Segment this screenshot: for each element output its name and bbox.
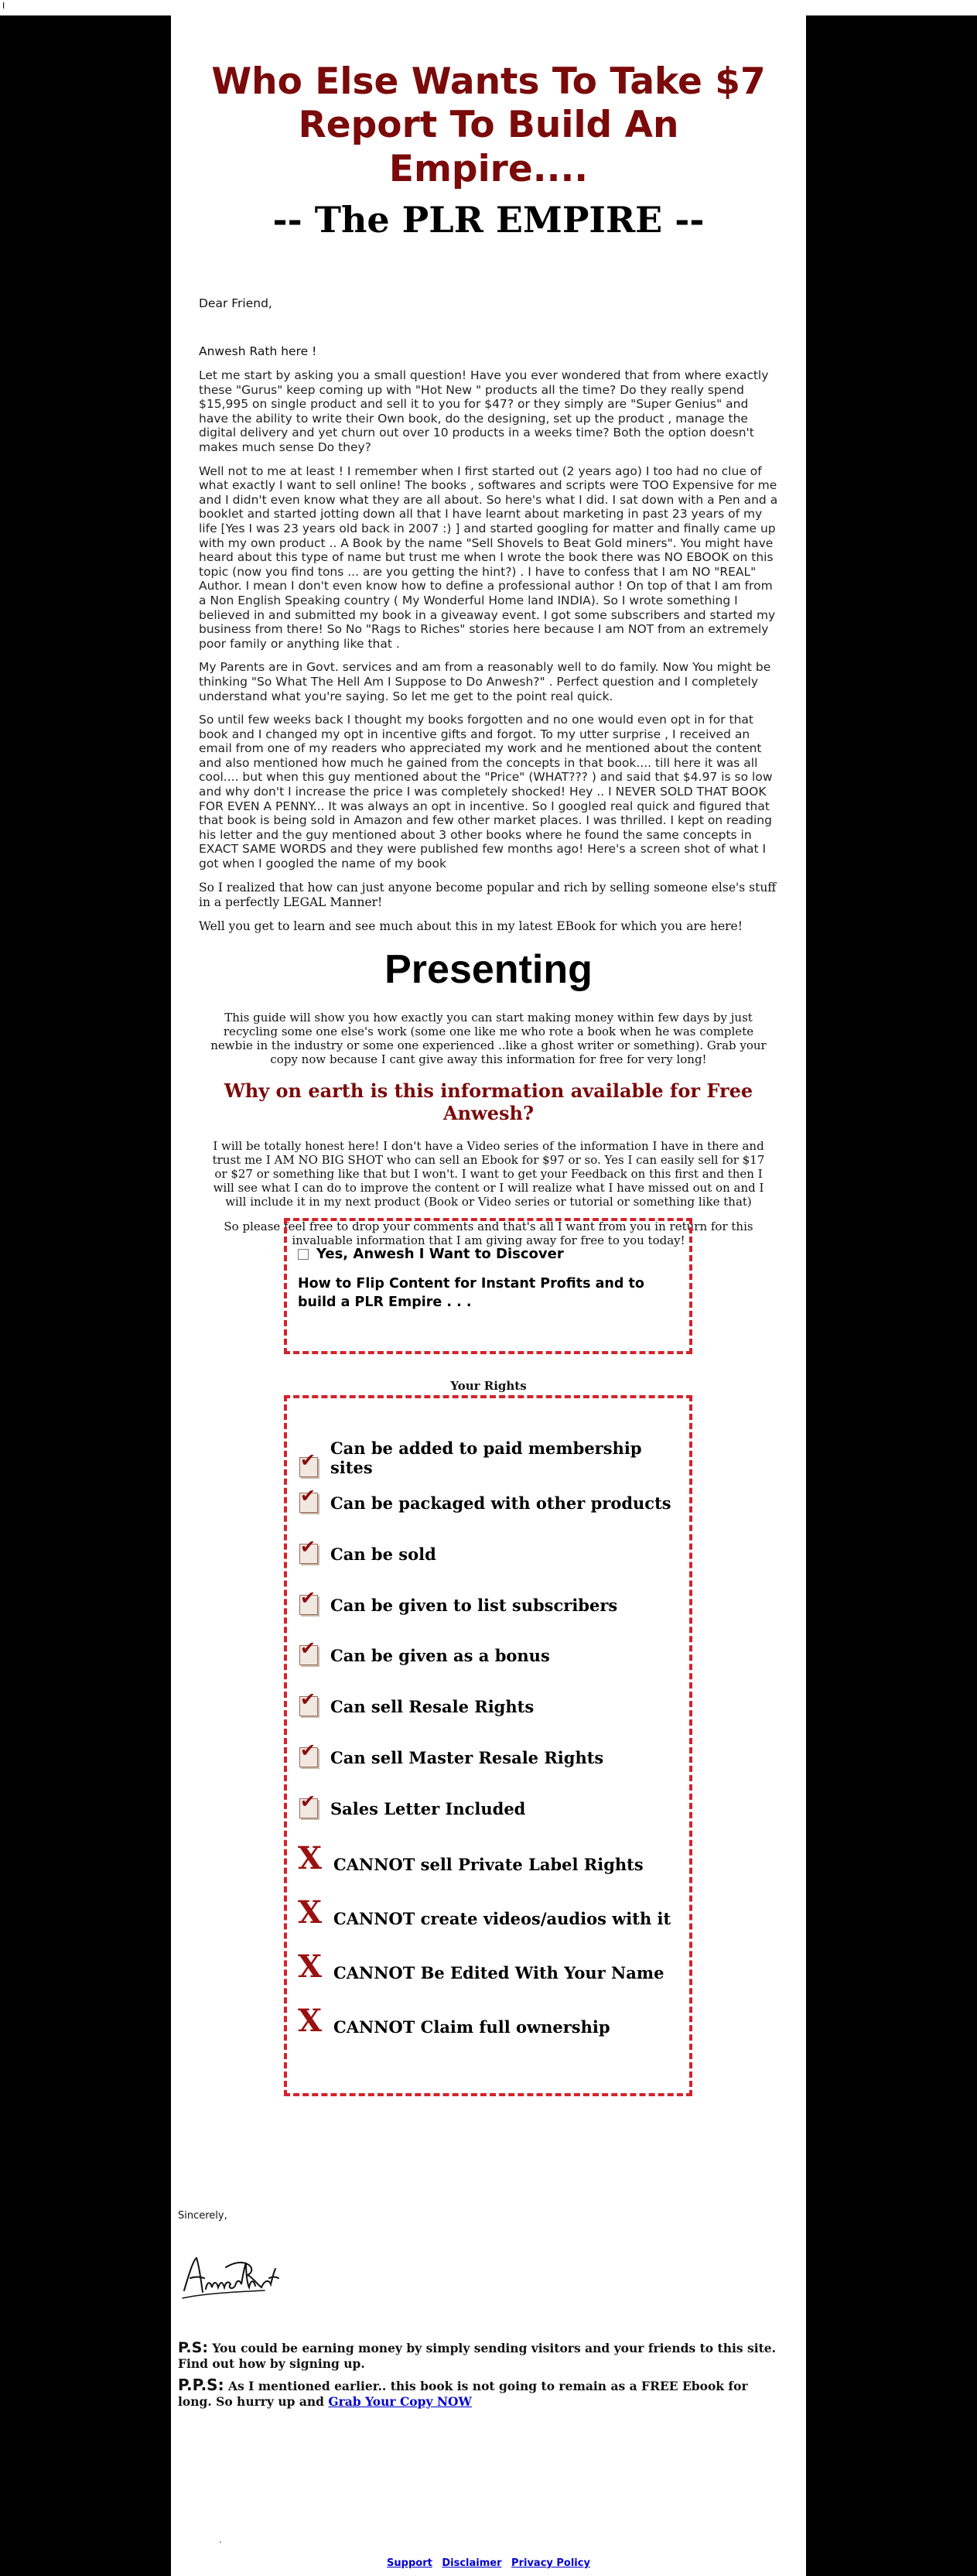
disclaimer-link[interactable]: Disclaimer — [442, 2557, 502, 2569]
right-label: Sales Letter Included — [330, 1799, 526, 1818]
checkmark-icon: ✔ — [298, 1693, 319, 1716]
body-paragraph: So until few weeks back I thought my books forgotten and no one would even opt in for that book and I changed my opt in incentive gifts and forgot. To my utter surprise , I received an email from one of my readers who appreciated my work and he mentioned about the content and also mentioned how much he gained from the concepts in that book.... till here it was all cool.... but when this guy mentioned about the "Price" (WHAT??? ) and said that $4.97 is so low and why don't I increase the price I was completely shocked! Hey .. I NEVER SOLD THAT BOOK FOR EVEN A PENNY... It was always an opt in incentive. So I googled real quick and figured that that book is being sold in Amazon and few other market places. I was thrilled. I kept on reading his letter and the guy mentioned about 3 other books where he found the same concepts in EXACT SAME WORDS and they were published few months ago! Here's a screen shot of what I got when I googled the name of my book — [199, 713, 773, 871]
right-denied — [298, 1948, 664, 1985]
headline: Who Else Wants To Take $7 Report To Build An Empire.... — [211, 60, 766, 190]
checkmark-icon: ✔ — [298, 1541, 319, 1564]
right-allowed — [298, 1791, 526, 1818]
ps-note — [178, 2339, 781, 2372]
right-allowed — [298, 1637, 550, 1665]
top-marker: I — [2, 1, 5, 11]
right-allowed — [298, 1688, 535, 1716]
signature-image — [179, 2244, 280, 2306]
right-label: CANNOT Claim full ownership — [333, 2017, 610, 2037]
body-paragraph: Well not to me at least ! I remember when I first started out (2 years ago) I too had no clue of what exactly I want to sell online! The books , softwares and scripts were TOO Expensive for me and I didn't even know what they are all about. So here's what I did. I sat down with a Pen and a booklet and started jotting down all that I have learnt about marketing in past 23 years of my life [Yes I was 23 years old back in 2007 :) ] and started googling for matter and finally came up with my own product .. A Book by the name "Sell Shovels to Beat Gold miners". You might have heard about this type of name but trust me when I wrote the book there was NO EBOOK on this topic (now you find tons ... are you getting the hint?) . I have to confess that I am NO "REAL" Author. I mean I don't even know how to define a professional author ! On top of that I am from a Non English Speaking country ( My Wonderful Home land INDIA). So I wrote something I believed in and submitted my book in a giveaway event. I got some subscribers and started my business from there! So No "Rags to Riches" stories here because I am NOT from an extremely poor family or anything like that . — [199, 464, 778, 651]
why-heading: Why on earth is this information available for Free Anwesh? — [224, 1079, 753, 1124]
privacy-policy-link[interactable]: Privacy Policy — [511, 2557, 590, 2569]
body-paragraph: Well you get to learn and see much about this in my latest EBook for which you are here! — [199, 919, 743, 934]
x-icon: X — [298, 1840, 323, 1876]
sales-page — [171, 15, 806, 2576]
ps-text: You could be earning money by simply sending visitors and your friends to this site. Find out how by signing up. — [178, 2341, 777, 2372]
right-label: CANNOT sell Private Label Rights — [333, 1855, 644, 1874]
greeting: Dear Friend, — [199, 296, 272, 310]
right-allowed — [298, 1439, 689, 1477]
body-paragraph: My Parents are in Govt. services and am from a reasonably well to do family. Now You might be thinking "So What The Hell Am I Suppose to Do Anwesh?" . Perfect question and I completely understand what you're saying. So let me get to the point real quick. — [199, 660, 771, 703]
right-denied — [298, 1840, 644, 1876]
footer-dot: . — [219, 2534, 222, 2545]
feedback-paragraph: So please feel free to drop your comments and that's all I want from you in return for this invaluable information that I am giving away for free to you today! — [224, 1219, 753, 1247]
right-label: CANNOT Be Edited With Your Name — [333, 1963, 664, 1982]
right-label: Can be given to list subscribers — [330, 1596, 618, 1615]
right-label: Can be added to paid membership sites — [330, 1439, 642, 1477]
right-label: Can sell Master Resale Rights — [330, 1748, 604, 1767]
optin-box — [284, 1218, 692, 1354]
right-allowed — [298, 1485, 671, 1513]
optin-checkbox-label: Yes, Anwesh I Want to Discover — [316, 1246, 564, 1262]
guide-description: This guide will show you how exactly you can start making money within few days by just recycling some one else's work (some one like me who rote a book when he was complete newbie in the industry or some one experienced ..like a ghost writer or something). Grab your copy now because I cant give away this information for free for very long! — [210, 1011, 767, 1067]
optin-checkbox[interactable] — [298, 1249, 309, 1260]
checkmark-icon: ✔ — [298, 1744, 319, 1767]
right-label: Can be sold — [330, 1545, 436, 1564]
body-paragraph: So I realized that how can just anyone become popular and rich by selling someone else's stuff in a perfectly LEGAL Manner! — [199, 880, 777, 910]
optin-title: How to Flip Content for Instant Profits and to build a PLR Empire . . . — [298, 1276, 644, 1310]
x-icon: X — [298, 1948, 323, 1985]
right-label: Can be given as a bonus — [330, 1646, 550, 1665]
honest-paragraph: I will be totally honest here! I don't have a Video series of the information I have in there and trust me I AM NO BIG SHOT who can sell an Ebook for $97 or so. Yes I can easily sell for $17 or $27 or something like that but I won't. I want to get your Feedback on this first and then I will see what I can do to improve the content or I will realize what I have missed out on and I will include it in my next product (Book or Video series or tutorial or something like that) — [212, 1138, 765, 1209]
top-strip — [0, 0, 977, 15]
right-label: Can be packaged with other products — [330, 1493, 671, 1513]
rights-label: Your Rights — [450, 1379, 527, 1393]
right-denied — [298, 2003, 610, 2039]
pps-label: P.P.S: — [178, 2376, 224, 2394]
pps-text: As I mentioned earlier.. this book is not going to remain as a FREE Ebook for long. So hurry up and — [178, 2379, 748, 2410]
checkmark-icon: ✔ — [298, 1795, 319, 1818]
right-allowed — [298, 1587, 618, 1615]
footer-links — [171, 2557, 806, 2569]
grab-copy-link[interactable]: Grab Your Copy NOW — [328, 2394, 472, 2410]
right-allowed — [298, 1536, 436, 1564]
ps-label: P.S: — [178, 2339, 208, 2356]
checkmark-icon: ✔ — [298, 1454, 319, 1477]
right-label: Can sell Resale Rights — [330, 1697, 535, 1716]
support-link[interactable]: Support — [387, 2557, 432, 2569]
pps-note — [178, 2376, 781, 2410]
checkmark-icon: ✔ — [298, 1642, 319, 1665]
subheadline: -- The PLR EMPIRE -- — [272, 199, 705, 241]
checkmark-icon: ✔ — [298, 1592, 319, 1615]
optin-checkbox-row[interactable] — [298, 1246, 564, 1262]
x-icon: X — [298, 1894, 323, 1931]
page-content — [199, 15, 778, 1247]
right-label: CANNOT create videos/audios with it — [333, 1909, 671, 1928]
right-denied — [298, 1894, 671, 1931]
rights-box — [284, 1395, 692, 2096]
presenting-heading: Presenting — [384, 946, 593, 992]
right-allowed — [298, 1740, 604, 1767]
intro-line: Anwesh Rath here ! — [199, 344, 317, 358]
checkmark-icon: ✔ — [298, 1490, 319, 1513]
signoff: Sincerely, — [178, 2210, 227, 2222]
x-icon: X — [298, 2003, 323, 2039]
body-paragraph: Let me start by asking you a small question! Have you ever wondered that from where exactly these "Gurus" keep coming up with "Hot New " products all the time? Do they really spend $15,995 on single product and sell it to you for $47? or they simply are "Super Genius" and have the ability to write their Own book, do the designing, set up the product , manage the digital delivery and yet churn out over 10 products in a weeks time? Both the option doesn't makes much sense Do they? — [199, 368, 769, 455]
